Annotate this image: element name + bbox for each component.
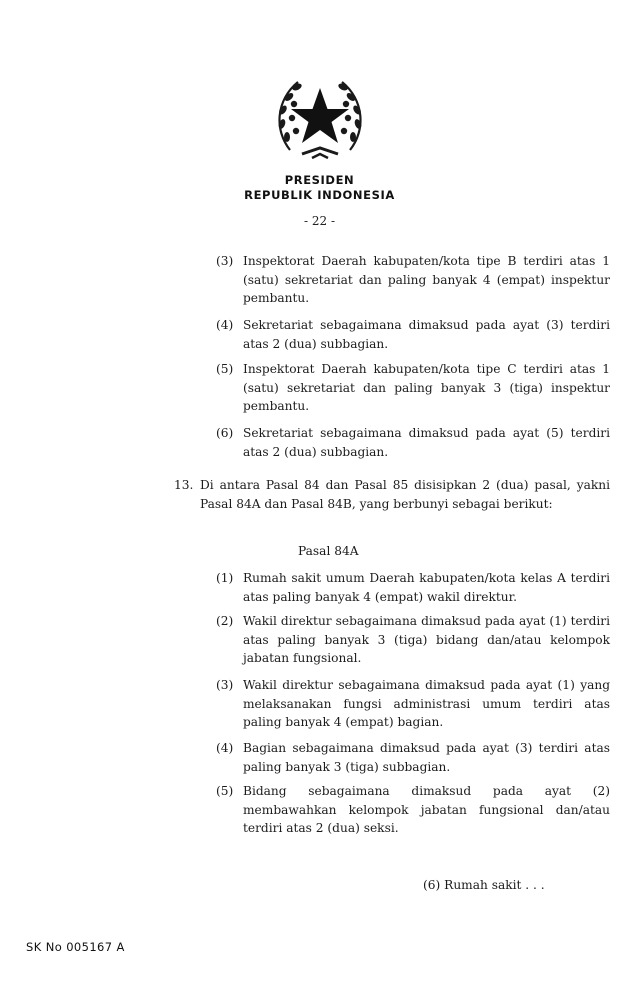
list-item bbox=[216, 360, 610, 420]
item-text: Sekretariat sebagaimana dimaksud pada ayat (5) terdiri atas 2 (dua) subbagian. bbox=[243, 426, 610, 459]
item-text: Bagian sebagaimana dimaksud pada ayat (3) terdiri atas paling banyak 3 (tiga) subbagian. bbox=[243, 741, 610, 774]
item-number: (6) bbox=[216, 426, 234, 440]
item-text: Bidang sebagaimana dimaksud pada ayat (2) membawahkan kelompok jabatan fungsional dan/atau terdiri atas 2 (dua) seksi. bbox=[243, 784, 610, 835]
item-number: (3) bbox=[216, 678, 234, 692]
page-number: - 22 - bbox=[303, 214, 335, 228]
item-text: Wakil direktur sebagaimana dimaksud pada ayat (1) terdiri atas paling banyak 3 (tiga) bidang dan/atau kelompok jabatan fungsional. bbox=[243, 614, 610, 665]
item-text: Rumah sakit umum Daerah kabupaten/kota kelas A terdiri atas paling banyak 4 (empat) wakil direktur. bbox=[243, 571, 610, 604]
header-presiden: PRESIDEN bbox=[284, 173, 355, 187]
item-number: (4) bbox=[216, 318, 234, 332]
item-number: (1) bbox=[216, 571, 234, 585]
point-text: Di antara Pasal 84 dan Pasal 85 disisipkan 2 (dua) pasal, yakni Pasal 84A dan Pasal 84B, yang berbunyi sebagai berikut: bbox=[200, 478, 610, 511]
document-serial-number: SK No 005167 A bbox=[26, 940, 125, 954]
list-item bbox=[216, 316, 610, 356]
item-number: (5) bbox=[216, 784, 234, 798]
item-text: Inspektorat Daerah kabupaten/kota tipe C terdiri atas 1 (satu) sekretariat dan paling banyak 3 (tiga) inspektur pembantu. bbox=[243, 362, 610, 413]
item-number: (5) bbox=[216, 362, 234, 376]
list-item bbox=[216, 676, 610, 736]
list-item bbox=[216, 569, 610, 609]
list-item bbox=[216, 252, 610, 312]
numbered-point bbox=[174, 476, 610, 536]
item-number: (3) bbox=[216, 254, 234, 268]
presidential-emblem bbox=[268, 66, 372, 170]
item-text: Inspektorat Daerah kabupaten/kota tipe B terdiri atas 1 (satu) sekretariat dan paling banyak 4 (empat) inspektur pembantu. bbox=[243, 254, 610, 305]
item-text: Sekretariat sebagaimana dimaksud pada ayat (3) terdiri atas 2 (dua) subbagian. bbox=[243, 318, 610, 351]
header-republik-indonesia: REPUBLIK INDONESIA bbox=[244, 188, 395, 202]
item-number: (2) bbox=[216, 614, 234, 628]
continuation-marker: (6) Rumah sakit . . . bbox=[423, 878, 545, 892]
list-item bbox=[216, 782, 610, 842]
article-title: Pasal 84A bbox=[298, 544, 359, 558]
list-item bbox=[216, 424, 610, 464]
list-item bbox=[216, 739, 610, 779]
item-text: Wakil direktur sebagaimana dimaksud pada ayat (1) yang melaksanakan fungsi administrasi umum terdiri atas paling banyak 4 (empat) bagian. bbox=[243, 678, 610, 729]
point-number: 13. bbox=[174, 478, 194, 492]
list-item bbox=[216, 612, 610, 672]
item-number: (4) bbox=[216, 741, 234, 755]
